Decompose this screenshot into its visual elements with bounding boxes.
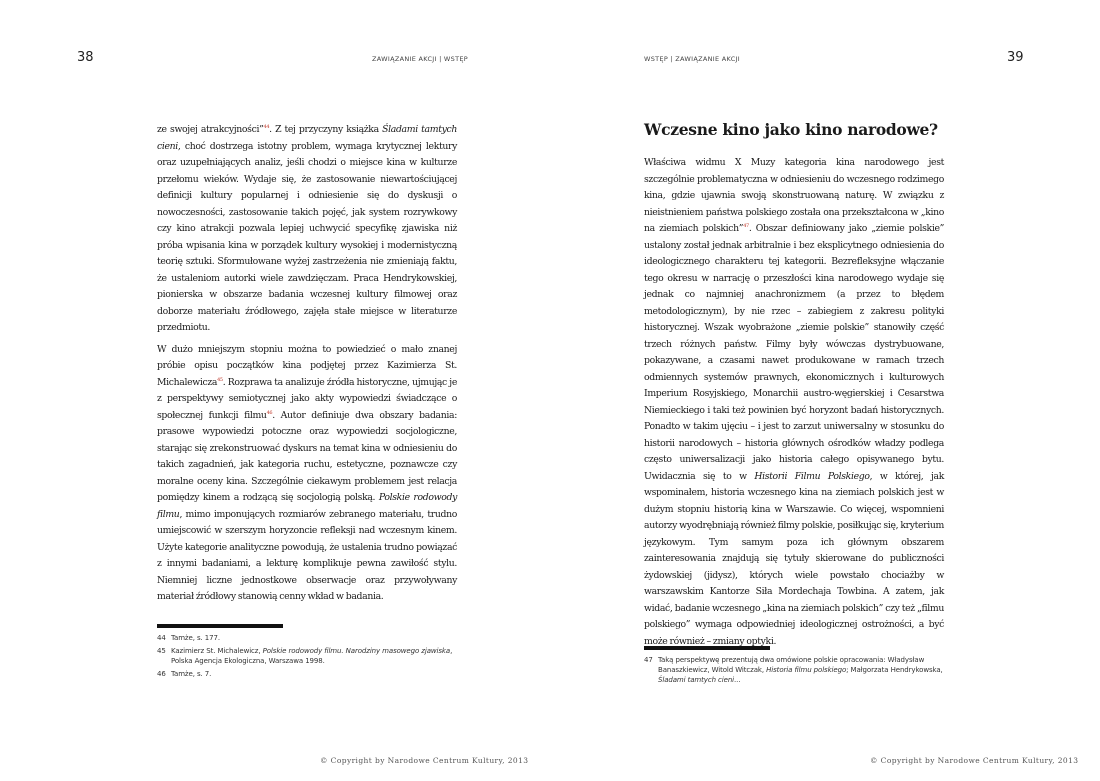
text-run: , w której, jak wspominałem, historia wczesnego kina na ziemiach polskich jest w dużym stopniu historią kina w Warszawie. Co więcej, wspomnieni autorzy wyodrębniają również filmy polskie, posiłkując się, kryterium językowym. Tym samym poza ich głównym obszarem zainteresowania znajdują się tytuły skierowane do publiczności żydowskiej (jidysz), których wiele powstało chociażby w warszawskim Kantorze Siła Mordechaja Towbina. A zatem, jak widać, badanie wczesnego „kina na ziemiach polskich” czy też „filmu polskiego” wymaga odpowiedniej ideologicznej ostrożności, a być może również – zmiany optyki. [644,470,944,647]
footnote-marker: 45 [217,376,223,383]
page-number: 39 [1007,50,1024,65]
text-run: , Polska Agencja Ekologiczna, Warszawa 1998. [171,647,453,665]
italic-title: Historia filmu polskiego [766,666,847,674]
footnote-marker: 47 [743,223,749,229]
footnote-text [171,633,457,643]
italic-title: Polskie rodowody filmu [157,492,457,520]
footnote-number: 44 [157,634,166,642]
italic-title: Śladami tamtych cieni [157,124,457,152]
running-head: WSTĘP | ZAWIĄZANIE AKCJI [644,55,740,63]
text-run: Taką perspektywę prezentują dwa omówione polskie opracowania: Władysław Banaszkiewicz, Witold Witczak, [658,656,925,674]
right-page [550,0,1100,781]
italic-title: Śladami tamtych cieni [658,676,735,684]
body-text [644,155,944,655]
text-run: Właściwa widmu X Muzy kategoria kina narodowego jest szczególnie problematyczna w odniesieniu do wczesnego rodzimego kina, gdzie ujawnia swoją skonstruowaną naturę. W związku z nieistnieniem państwa polskiego została ona przekształcona w „kino na ziemiach polskich” [644,157,944,234]
text-run: , choć dostrzega istotny problem, wymaga krytycznej lektury oraz uzupełniających analiz, jeśli chodzi o miejsce kina w kulturze przełomu wieków. Wydaje się, że zastosowanie niewartościującej definicji kultury popularnej i odniesienie się do dyskusji o nowoczesności, zastosowanie takich pojęć, jak system rozrywkowy czy kino atrakcji pozwala lepiej uchwycić specyfikę zjawiska niż próba wpisania kina w porządek kultury wysokiej i modernistyczną teorię sztuki. Sformułowane wyżej zastrzeżenia nie zmieniają faktu, że ustaleniom autorki wiele zawdzięczam. Praca Hendrykowskiej, pionierska w obszarze badania wczesnej kultury filmowej oraz doborze materiału źródłowego, zajęła stałe miejsce w literaturze przedmiotu. [157,140,457,333]
page-number: 38 [77,50,94,65]
footnote-number: 45 [157,647,166,655]
text-run: ... [734,676,741,684]
paragraph [644,155,944,650]
text-run: ze swojej atrakcyjności” [157,124,264,135]
section-title: Wczesne kino jako kino narodowe? [644,120,938,139]
footnote [157,633,457,643]
text-run: ; Małgorzata Hendrykowska, [846,666,943,674]
footnote-marker: 46 [266,409,273,416]
italic-title: Historii Filmu Polskiego [754,470,870,482]
text-run: . Z tej przyczyny książka [269,124,383,135]
footnote-rule [644,646,770,650]
footnotes [157,633,457,682]
italic-title: Polskie rodowody filmu. Narodziny masowego zjawiska [262,647,451,655]
footnote-text [171,646,457,666]
footnote [644,655,944,685]
copyright-notice: © Copyright by Narodowe Centrum Kultury, 2013 [870,756,1079,765]
footnote [157,669,457,679]
text-run: . Autor definiuje dwa obszary badania: prasowe wypowiedzi potoczne oraz wypowiedzi socjologiczne, starając się zrekonstruować dyskurs na temat kina w odniesieniu do takich zagadnień, jak kategoria ruchu, estetyczne, poznawcze czy moralne oceny kina. Szczególnie ciekawym problemem jest relacja pomiędzy kinem a rodzącą się socjologią polską. [157,409,457,503]
paragraph [157,342,457,606]
footnote [157,646,457,666]
text-run: Tamże, s. 177. [171,634,220,642]
running-head: ZAWIĄZANIE AKCJI | WSTĘP [372,55,468,63]
footnote-number: 46 [157,670,166,678]
text-run: W dużo mniejszym stopniu można to powiedzieć o mało znanej próbie opisu początków kina podjętej przez Kazimierza St. Michalewicza [157,343,457,388]
body-text [157,122,457,611]
footnote-text [658,655,944,685]
paragraph [157,122,457,337]
text-run: , mimo imponujących rozmiarów zebranego materiału, trudno umiejscowić w szerszym horyzoncie refleksji nad wczesnym kinem. Użyte kategorie analityczne powodują, że ustalenia trudno powiązać z innymi badaniami, a lekturę komplikuje pewna zawiłość stylu. Niemniej liczne jednostkowe obserwacje oraz przywoływany materiał źródłowy stanowią cenny wkład w badania. [157,508,457,602]
text-run: Kazimierz St. Michalewicz, [171,647,263,655]
text-run: . Rozprawa ta analizuje źródła historyczne, ujmując je z perspektywy semiotycznej jako akty wypowiedzi świadczące o społecznej funkcji filmu [157,376,457,421]
text-run: . Obszar definiowany jako „ziemie polskie” ustalony został jednak arbitralnie i bez eksplicytnego odniesienia do ideologicznego charakteru tej kategorii. Bezrefleksyjne włączanie tego okresu w narrację o przeszłości kina narodowego wydaje się jednak co najmniej anachronizmem (a przez to błędem metodologicznym), by nie rzec – zabiegiem z zakresu polityki historycznej. Wszak wyobrażone „ziemie polskie” stanowiły część trzech różnych państw. Filmy były wówczas dystrybuowane, pokazywane, a czasami nawet produkowane w ramach trzech odmiennych systemów prawnych, ekonomicznych i kulturowych Imperium Rosyjskiego, Monarchii austro-węgierskiej i Cesarstwa Niemieckiego i taki też powinien być horyzont badań historycznych. Ponadto w takim ujęciu – i jest to zarzut uniwersalny w stosunku do historii narodowych – historia głównych ośrodków władzy podlega często uniwersalizacji jako historia całego opisywanego bytu. Uwidacznia się to w [644,223,944,482]
copyright-notice: © Copyright by Narodowe Centrum Kultury, 2013 [320,756,529,765]
footnotes [644,655,944,688]
footnote-text [171,669,457,679]
footnote-number: 47 [644,656,653,664]
text-run: Tamże, s. 7. [171,670,212,678]
footnote-marker: 44 [263,124,270,130]
footnote-rule [157,624,283,628]
